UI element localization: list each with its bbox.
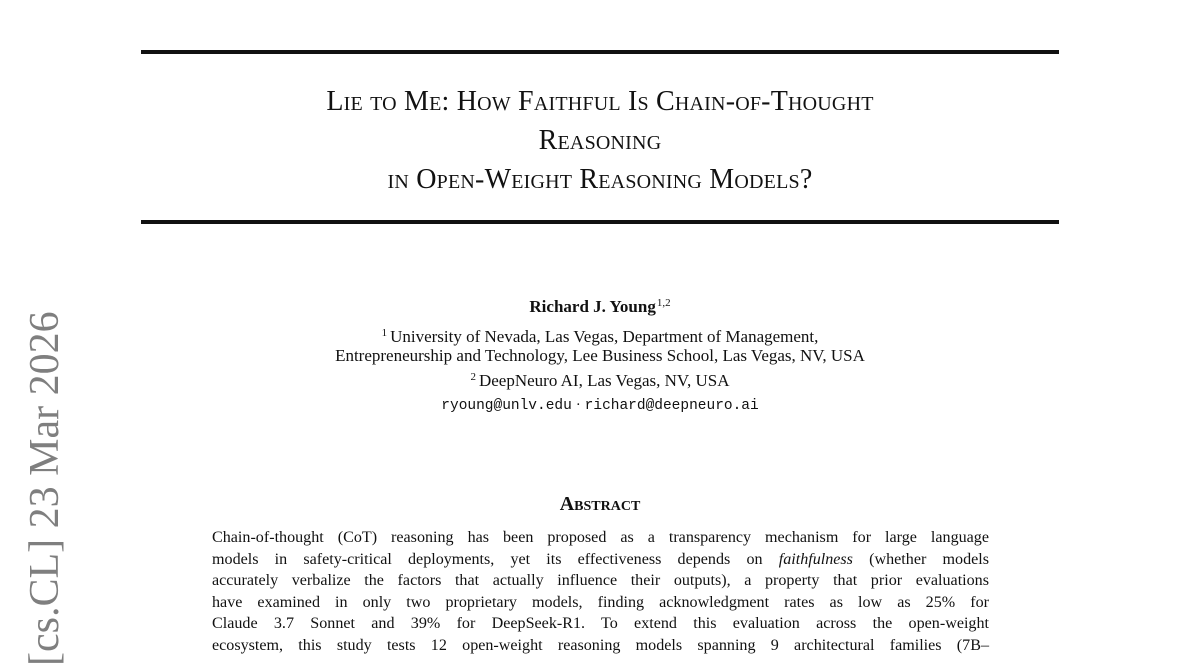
affiliation-mark: 2: [470, 371, 476, 383]
abstract-text: (whether models: [852, 550, 989, 568]
email-link[interactable]: ryoung@unlv.edu: [441, 398, 572, 414]
author-emails: [0, 395, 1200, 416]
author-line: [0, 292, 1200, 318]
paper-title: [141, 82, 1059, 199]
abstract-text: models in safety-critical deployments, yet its effectiveness depends on: [212, 550, 779, 568]
email-link[interactable]: richard@deepneuro.ai: [584, 398, 759, 414]
arxiv-stamp: [cs.CL] 23 Mar 2026: [22, 311, 68, 666]
author-name: Richard J. Young: [529, 297, 656, 316]
title-bottom-rule: [141, 220, 1059, 224]
abstract-emphasis: faithfulness: [778, 550, 853, 568]
abstract-line: have examined in only two proprietary models, finding acknowledgment rates as low as 25% for: [212, 593, 989, 611]
affiliation-2: [0, 367, 1200, 391]
abstract-line: Chain-of-thought (CoT) reasoning has been proposed as a transparency mechanism for large language: [212, 529, 989, 546]
affiliation-text: University of Nevada, Las Vegas, Department of Management,: [390, 327, 819, 346]
abstract-heading: Abstract: [559, 493, 641, 515]
title-line: in Open-Weight Reasoning Models?: [387, 164, 813, 195]
abstract-body: [212, 527, 989, 657]
affiliation-1: [0, 323, 1200, 347]
abstract-line: accurately verbalize the factors that actually influence their outputs), a property that prior evaluations: [212, 572, 989, 590]
abstract-line: [212, 549, 989, 571]
author-affiliation-marks: 1,2: [656, 297, 671, 309]
affiliation-mark: 1: [381, 327, 388, 339]
email-separator: ·: [575, 397, 581, 413]
title-line: Lie to Me: How Faithful Is Chain-of-Thought: [326, 86, 874, 117]
abstract-line: Claude 3.7 Sonnet and 39% for DeepSeek-R1. To extend this evaluation across the open-weight: [212, 615, 989, 633]
abstract-line: ecosystem, this study tests 12 open-weight reasoning models spanning 9 architectural families (7B–: [212, 636, 989, 654]
title-top-rule: [141, 50, 1059, 54]
title-line: Reasoning: [538, 125, 662, 156]
affiliation-1-continued: Entrepreneurship and Technology, Lee Business School, Las Vegas, NV, USA: [335, 346, 865, 365]
affiliation-text: DeepNeuro AI, Las Vegas, NV, USA: [478, 371, 730, 390]
